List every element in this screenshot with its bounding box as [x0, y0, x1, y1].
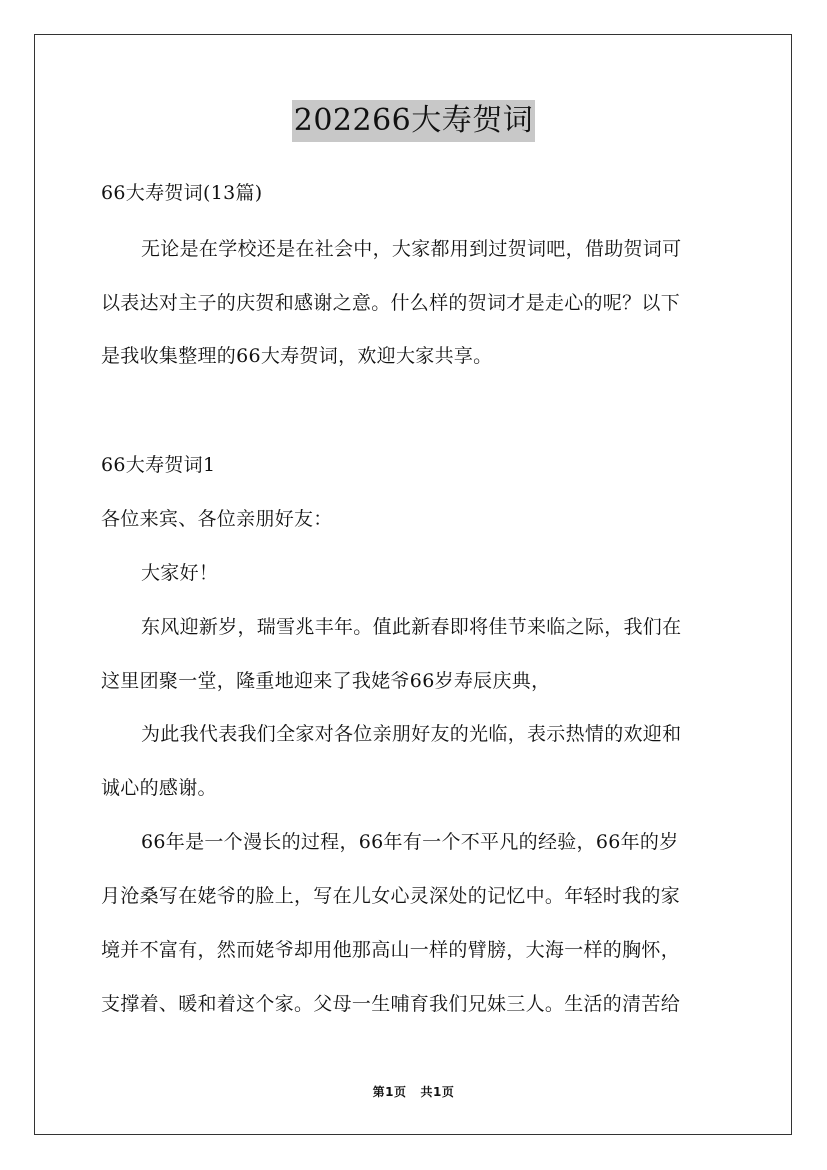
section-heading: 66大寿贺词1 [101, 454, 216, 476]
para1-line-2: 这里团聚一堂，隆重地迎来了我姥爷66岁寿辰庆典， [101, 670, 551, 692]
intro-line-3: 是我收集整理的66大寿贺词，欢迎大家共享。 [101, 345, 493, 367]
greeting: 大家好！ [141, 562, 219, 584]
document-title: 202266大寿贺词 [292, 100, 536, 142]
para2-line-2: 诚心的感谢。 [101, 777, 217, 799]
para3-line-3: 境并不富有，然而姥爷却用他那高山一样的臂膀，大海一样的胸怀， [101, 939, 681, 961]
page-footer [0, 1083, 827, 1100]
para2-line-1: 为此我代表我们全家对各位亲朋好友的光临，表示热情的欢迎和 [141, 723, 682, 745]
intro-line-2: 以表达对主子的庆贺和感谢之意。什么样的贺词才是走心的呢？以下 [101, 292, 681, 314]
title-container [0, 100, 827, 142]
para3-line-4: 支撑着、暖和着这个家。父母一生哺育我们兄妹三人。生活的清苦给 [101, 993, 681, 1015]
intro-line-1: 无论是在学校还是在社会中，大家都用到过贺词吧，借助贺词可 [141, 238, 682, 260]
subtitle: 66大寿贺词(13篇) [101, 182, 263, 204]
para3-line-1: 66年是一个漫长的过程，66年有一个不平凡的经验，66年的岁 [141, 831, 679, 853]
para1-line-1: 东风迎新岁，瑞雪兆丰年。值此新春即将佳节来临之际，我们在 [141, 616, 682, 638]
page-total: 共1页 [420, 1085, 455, 1099]
para3-line-2: 月沧桑写在姥爷的脸上，写在儿女心灵深处的记忆中。年轻时我的家 [101, 885, 681, 907]
page-number: 第1页 [372, 1085, 407, 1099]
salutation: 各位来宾、各位亲朋好友： [101, 508, 333, 530]
